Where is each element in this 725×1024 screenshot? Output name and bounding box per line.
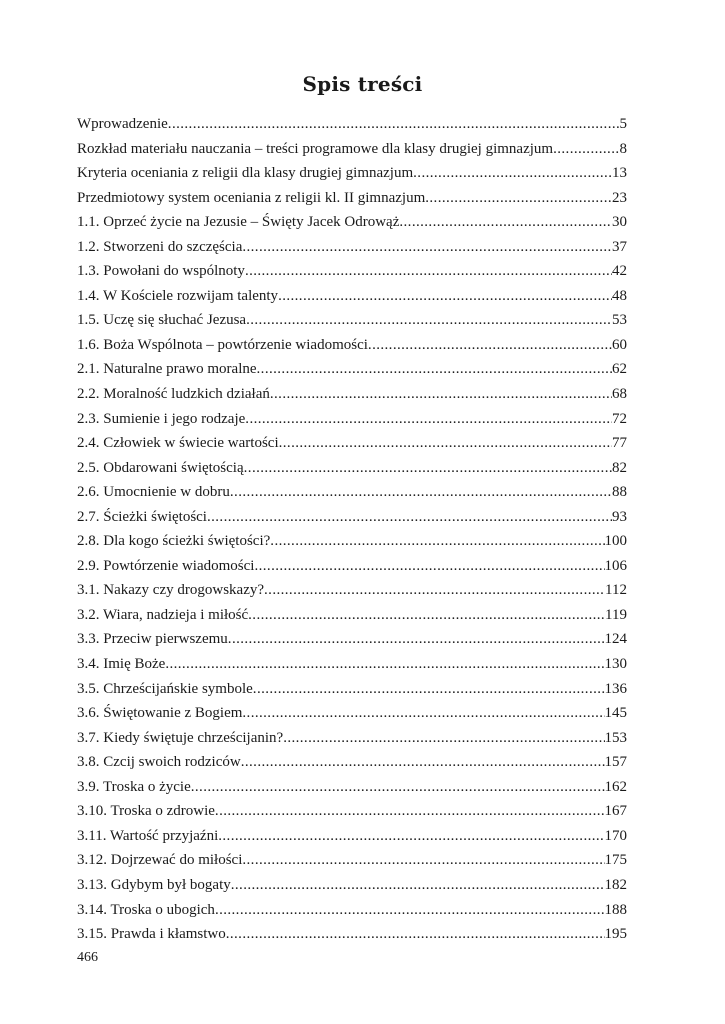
toc-dot-leader	[231, 873, 605, 898]
toc-entry-page: 119	[605, 606, 627, 623]
toc-entry[interactable]	[77, 431, 627, 456]
toc-entry-page: 77	[612, 435, 627, 452]
toc-entry[interactable]	[77, 357, 627, 382]
toc-entry[interactable]	[77, 505, 627, 530]
toc-entry-page: 8	[619, 140, 627, 157]
toc-entry-page: 182	[604, 876, 627, 893]
toc-entry-label: 3.6. Świętowanie z Bogiem	[77, 705, 243, 722]
toc-entry-label: 2.1. Naturalne prawo moralne	[77, 361, 257, 378]
toc-dot-leader	[270, 382, 612, 407]
toc-dot-leader	[245, 407, 612, 432]
toc-entry[interactable]	[77, 775, 627, 800]
toc-entry-label: Rozkład materiału nauczania – treści programowe dla klasy drugiej gimnazjum	[77, 140, 554, 157]
toc-entry-label: 3.4. Imię Boże	[77, 656, 166, 673]
toc-entry[interactable]	[77, 652, 627, 677]
toc-entry-label: 1.3. Powołani do wspólnoty	[77, 263, 245, 280]
toc-entry-label: 3.12. Dojrzewać do miłości	[77, 852, 243, 869]
toc-entry-label: 3.3. Przeciw pierwszemu	[77, 631, 228, 648]
toc-entry[interactable]	[77, 137, 627, 162]
toc-entry-label: 2.4. Człowiek w świecie wartości	[77, 435, 279, 452]
toc-dot-leader	[553, 137, 619, 162]
toc-entry-label: Przedmiotowy system oceniania z religii kl. II gimnazjum	[77, 189, 426, 206]
toc-dot-leader	[368, 333, 612, 358]
toc-entry[interactable]	[77, 578, 627, 603]
toc-entry-label: 1.6. Boża Wspólnota – powtórzenie wiadomości	[77, 336, 368, 353]
toc-dot-leader	[168, 112, 620, 137]
toc-dot-leader	[253, 677, 605, 702]
toc-entry-label: 3.9. Troska o życie	[77, 778, 191, 795]
toc-entry-page: 145	[604, 705, 627, 722]
toc-entry-label: 2.2. Moralność ludzkich działań	[77, 386, 270, 403]
toc-entry-label: 2.7. Ścieżki świętości	[77, 508, 207, 525]
toc-entry[interactable]	[77, 259, 627, 284]
toc-entry[interactable]	[77, 554, 627, 579]
toc-entry[interactable]	[77, 848, 627, 873]
toc-entry-label: 3.13. Gdybym był bogaty	[77, 876, 231, 893]
toc-entry[interactable]	[77, 284, 627, 309]
toc-dot-leader	[245, 259, 612, 284]
toc-dot-leader	[215, 898, 605, 923]
toc-entry-label: 2.6. Umocnienie w dobru	[77, 484, 230, 501]
toc-entry-label: 3.11. Wartość przyjaźni	[77, 827, 219, 844]
toc-entry-page: 167	[604, 803, 627, 820]
toc-entry-label: Kryteria oceniania z religii dla klasy drugiej gimnazjum	[77, 165, 414, 182]
toc-entry[interactable]	[77, 235, 627, 260]
toc-entry-page: 136	[604, 680, 627, 697]
toc-entry-page: 106	[604, 557, 627, 574]
toc-entry-page: 37	[612, 238, 627, 255]
toc-dot-leader	[242, 701, 604, 726]
toc-dot-leader	[246, 308, 612, 333]
toc-entry[interactable]	[77, 922, 627, 947]
toc-dot-leader	[230, 480, 612, 505]
toc-entry-label: 3.1. Nakazy czy drogowskazy?	[77, 582, 265, 599]
toc-entry-page: 188	[604, 901, 627, 918]
toc-dot-leader	[244, 456, 612, 481]
toc-dot-leader	[226, 922, 605, 947]
toc-dot-leader	[215, 799, 605, 824]
toc-entry-page: 62	[612, 361, 627, 378]
toc-dot-leader	[283, 726, 604, 751]
page-title: Spis treści	[302, 72, 423, 96]
toc-dot-leader	[242, 848, 604, 873]
toc-dot-leader	[399, 210, 612, 235]
toc-entry-page: 162	[604, 778, 627, 795]
toc-entry[interactable]	[77, 824, 627, 849]
toc-entry[interactable]	[77, 210, 627, 235]
toc-dot-leader	[278, 284, 612, 309]
toc-entry-page: 42	[612, 263, 627, 280]
toc-entry[interactable]	[77, 308, 627, 333]
toc-entry-page: 153	[604, 729, 627, 746]
toc-entry-page: 175	[604, 852, 627, 869]
toc-entry-page: 72	[612, 410, 627, 427]
toc-entry-label: 1.4. W Kościele rozwijam talenty	[77, 287, 279, 304]
toc-entry-page: 13	[612, 165, 627, 182]
toc-dot-leader	[191, 775, 605, 800]
toc-dot-leader	[413, 161, 612, 186]
toc-entry[interactable]	[77, 873, 627, 898]
toc-entry[interactable]	[77, 112, 627, 137]
toc-entry-page: 23	[612, 189, 627, 206]
toc-entry-page: 124	[604, 631, 627, 648]
toc-entry-label: Wprowadzenie	[77, 116, 168, 132]
toc-dot-leader	[257, 357, 612, 382]
toc-dot-leader	[254, 554, 604, 579]
toc-entry-page: 82	[612, 459, 627, 476]
table-of-contents	[77, 112, 627, 947]
toc-entry[interactable]	[77, 726, 627, 751]
toc-dot-leader	[165, 652, 604, 677]
toc-entry[interactable]	[77, 407, 627, 432]
toc-entry-label: 2.5. Obdarowani świętością	[77, 459, 244, 476]
toc-entry[interactable]	[77, 627, 627, 652]
toc-entry-label: 3.8. Czcij swoich rodziców	[77, 754, 241, 771]
toc-entry-label: 1.1. Oprzeć życie na Jezusie – Święty Jacek Odrowąż	[77, 214, 400, 231]
toc-entry-page: 157	[604, 754, 627, 771]
toc-entry-page: 112	[605, 582, 627, 599]
toc-entry-label: 3.2. Wiara, nadzieja i miłość	[77, 606, 249, 623]
toc-entry[interactable]	[77, 799, 627, 824]
toc-entry[interactable]	[77, 456, 627, 481]
toc-entry[interactable]	[77, 333, 627, 358]
toc-entry[interactable]	[77, 480, 627, 505]
toc-entry-label: 3.5. Chrześcijańskie symbole	[77, 680, 253, 697]
toc-entry-page: 93	[612, 508, 627, 525]
toc-entry-page: 130	[604, 656, 627, 673]
toc-entry-label: 1.2. Stworzeni do szczęścia	[77, 238, 243, 255]
toc-entry[interactable]	[77, 382, 627, 407]
toc-entry-label: 3.15. Prawda i kłamstwo	[77, 926, 226, 943]
toc-entry-page: 48	[612, 287, 627, 304]
toc-dot-leader	[228, 627, 605, 652]
toc-entry-label: 2.9. Powtórzenie wiadomości	[77, 557, 255, 574]
toc-entry-page: 170	[604, 827, 627, 844]
toc-entry[interactable]	[77, 603, 627, 628]
toc-entry-label: 2.8. Dla kogo ścieżki świętości?	[77, 533, 271, 550]
toc-dot-leader	[207, 505, 612, 530]
toc-dot-leader	[425, 186, 612, 211]
toc-dot-leader	[241, 750, 605, 775]
toc-dot-leader	[242, 235, 612, 260]
toc-entry-page: 30	[612, 214, 627, 231]
toc-dot-leader	[264, 578, 605, 603]
toc-entry-page: 53	[612, 312, 627, 329]
toc-entry-page: 5	[619, 116, 627, 132]
page-number: 466	[77, 950, 98, 965]
toc-dot-leader	[218, 824, 604, 849]
toc-entry[interactable]	[77, 161, 627, 186]
toc-entry-label: 3.7. Kiedy świętuje chrześcijanin?	[77, 729, 284, 746]
toc-entry-label: 3.14. Troska o ubogich	[77, 901, 215, 918]
toc-entry-page: 195	[604, 926, 627, 943]
toc-entry[interactable]	[77, 677, 627, 702]
toc-entry[interactable]	[77, 898, 627, 923]
toc-entry[interactable]	[77, 750, 627, 775]
toc-entry-label: 1.5. Uczę się słuchać Jezusa	[77, 312, 247, 329]
toc-entry-label: 2.3. Sumienie i jego rodzaje	[77, 410, 246, 427]
toc-entry-page: 88	[612, 484, 627, 501]
toc-dot-leader	[270, 529, 604, 554]
toc-entry-page: 68	[612, 386, 627, 403]
toc-entry[interactable]	[77, 701, 627, 726]
toc-entry-page: 60	[612, 336, 627, 353]
toc-entry[interactable]	[77, 186, 627, 211]
toc-dot-leader	[248, 603, 605, 628]
toc-entry-page: 100	[604, 533, 627, 550]
toc-entry-label: 3.10. Troska o zdrowie	[77, 803, 215, 820]
toc-dot-leader	[279, 431, 612, 456]
toc-entry[interactable]	[77, 529, 627, 554]
